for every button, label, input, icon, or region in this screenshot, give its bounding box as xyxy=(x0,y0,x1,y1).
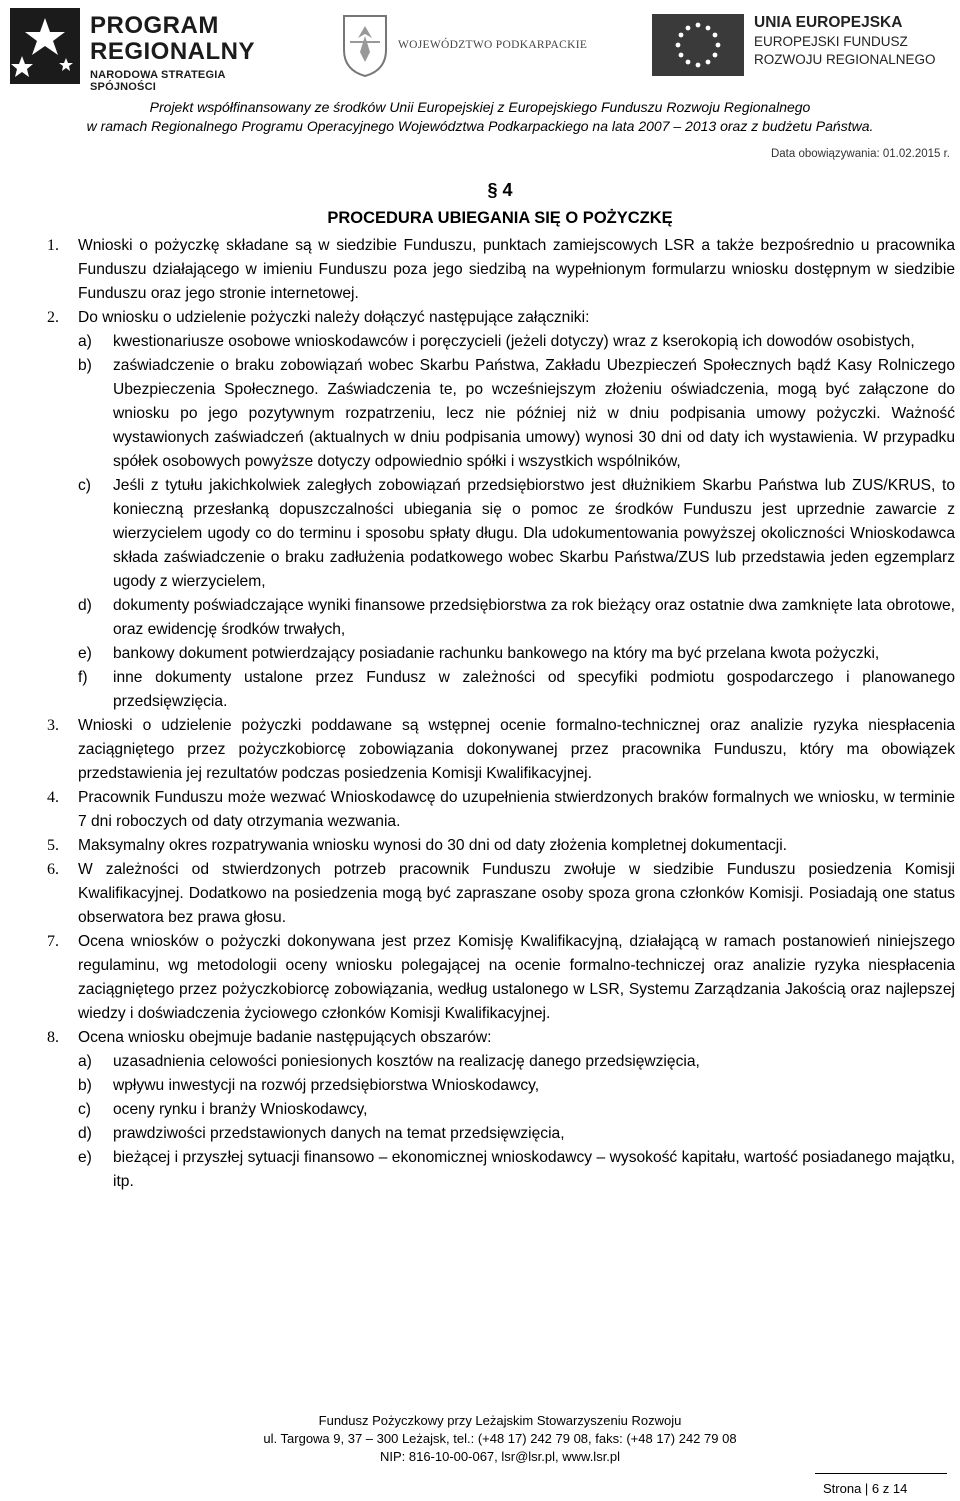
footer-address: ul. Targowa 9, 37 – 300 Leżajsk, tel.: (+48 17) 242 79 08, faks: (+48 17) 242 79 08 xyxy=(263,1431,737,1446)
area-item-c xyxy=(78,1098,955,1122)
area-text: oceny rynku i branży Wnioskodawcy, xyxy=(113,1101,368,1118)
section-number: § 4 xyxy=(487,180,513,200)
attachment-letter: f) xyxy=(78,669,88,686)
eu-line2: EUROPEJSKI FUNDUSZ xyxy=(754,34,908,49)
page-number-divider xyxy=(815,1473,947,1474)
item-number: 3. xyxy=(47,717,59,734)
item-number: 6. xyxy=(47,861,59,878)
logo-regionalny-text: REGIONALNY xyxy=(90,38,256,65)
logo-strategia-text: NARODOWA STRATEGIA SPÓJNOŚCI xyxy=(90,69,226,93)
area-letter: d) xyxy=(78,1125,92,1142)
attachment-letter: b) xyxy=(78,357,92,374)
attachment-item-a xyxy=(78,330,955,354)
footer-contact: NIP: 816-10-00-067, lsr@lsr.pl, www.lsr.pl xyxy=(379,1449,621,1464)
attachment-text: dokumenty poświadczające wyniki finansowe przedsiębiorstwa za rok bieżący oraz ostatnie dwa zamknięte lata obrotowe, oraz ewidencję środków trwałych, xyxy=(113,597,955,638)
list-item-3 xyxy=(30,714,955,786)
list-item-1 xyxy=(30,234,955,306)
section-title: PROCEDURA UBIEGANIA SIĘ O POŻYCZKĘ xyxy=(327,209,673,227)
area-text: wpływu inwestycji na rozwój przedsiębiorstwa Wnioskodawcy, xyxy=(113,1077,540,1094)
attachment-text: inne dokumenty ustalone przez Fundusz w zależności od specyfiki podmiotu gospodarczego i planowanego przedsięwzięcia. xyxy=(113,669,955,710)
item-text: Pracownik Funduszu może wezwać Wnioskodawcę do uzupełnienia stwierdzonych braków formalnych we wniosku, w terminie 7 dni roboczych od daty otrzymania wezwania. xyxy=(78,789,955,830)
attachment-item-f xyxy=(78,666,955,714)
validity-date: Data obowiązywania: 01.02.2015 r. xyxy=(770,148,950,160)
coat-of-arms-icon xyxy=(340,12,390,78)
area-item-a xyxy=(78,1050,955,1074)
area-text: uzasadnienia celowości poniesionych kosztów na realizację danego przedsięwzięcia, xyxy=(113,1053,700,1070)
area-text: prawdziwości przedstawionych danych na temat przedsięwzięcia, xyxy=(113,1125,565,1142)
item-number: 2. xyxy=(47,309,59,326)
list-item-8 xyxy=(30,1026,955,1194)
list-item-6 xyxy=(30,858,955,930)
area-letter: e) xyxy=(78,1149,92,1166)
document-body xyxy=(30,234,955,1194)
item-text: Wnioski o pożyczkę składane są w siedzibie Funduszu, punktach zamiejscowych LSR a także bezpośrednio u pracownika Funduszu działającego w imieniu Funduszu poza jego siedzibą na wypełnionym formularzu wniosku dostępnym w siedzibie Funduszu oraz jego stronie internetowej. xyxy=(78,237,955,302)
item-number: 7. xyxy=(47,933,59,950)
item-text: Do wniosku o udzielenie pożyczki należy dołączyć następujące załączniki: xyxy=(78,309,590,326)
item-text: Ocena wniosku obejmuje badanie następujących obszarów: xyxy=(78,1029,492,1046)
list-item-5 xyxy=(30,834,955,858)
item-content xyxy=(78,306,955,714)
wojewodztwo-logo xyxy=(340,12,590,82)
area-item-e xyxy=(78,1146,955,1194)
attachment-letter: a) xyxy=(78,333,92,350)
attachment-letter: c) xyxy=(78,477,91,494)
eu-line1: UNIA EUROPEJSKA xyxy=(754,14,903,31)
list-item-7 xyxy=(30,930,955,1026)
area-item-b xyxy=(78,1074,955,1098)
attachment-text: Jeśli z tytułu jakichkolwiek zaległych zobowiązań przedsiębiorstwo jest dłużnikiem Skarbu Państwa lub ZUS/KRUS, to konieczną przesłanką dopuszczalności ubiegania się o pomoc ze środków Funduszu jest uprzednie zawarcie z wierzycielem ugody co do terminu i sposobu spłaty długu. Dla udokumentowania powyższej okoliczności Wnioskodawca składa zaświadczenie o braku zadłużenia podatkowego wobec Skarbu Państwa/ZUS lub przedstawia jeden egzemplarz ugody z wierzycielem, xyxy=(113,477,955,590)
footer-organization: Fundusz Pożyczkowy przy Leżajskim Stowarzyszeniu Rozwoju xyxy=(318,1413,682,1428)
area-letter: c) xyxy=(78,1101,91,1118)
area-text: bieżącej i przyszłej sytuacji finansowo – ekonomicznej wnioskodawcy – wysokość kapitału, wartość posiadanego majątku, itp. xyxy=(113,1149,955,1190)
attachment-text: kwestionariusze osobowe wnioskodawców i poręczycieli (jeżeli dotyczy) wraz z kserokopią ich dowodów osobistych, xyxy=(113,333,915,350)
attachment-letter: d) xyxy=(78,597,92,614)
attachment-text: zaświadczenie o braku zobowiązań wobec Skarbu Państwa, Zakładu Ubezpieczeń Społecznych bądź Kasy Rolniczego Ubezpieczenia Społecznego. Zaświadczenia te, po wcześniejszym złożeniu oświadczenia, mogą być załączone do wniosku po jego pozytywnym rozpatrzeniu, lecz nie później niż w dniu podpisania umowy pożyczki. Ważność wystawionych zaświadczeń (aktualnych w dniu podpisania umowy) wynosi 30 dni od daty ich wystawienia. W przypadku spółek osobowych powyższe dotyczy odpowiednio spółki i wszystkich wspólników, xyxy=(113,357,955,470)
page-number: Strona | 6 z 14 xyxy=(823,1481,908,1496)
item-content xyxy=(78,1026,955,1194)
area-item-d xyxy=(78,1122,955,1146)
area-letter: b) xyxy=(78,1077,92,1094)
item-number: 8. xyxy=(47,1029,59,1046)
program-regionalny-logo xyxy=(10,8,280,93)
eu-line3: ROZWOJU REGIONALNEGO xyxy=(754,52,936,67)
item-text: W zależności od stwierdzonych potrzeb pracownik Funduszu zwołuje w siedzibie Funduszu posiedzenia Komisji Kwalifikacyjnej. Dodatkowo na posiedzenia mogą być zapraszane osoby spoza grona członków Komisji. Posiadają one status obserwatora bez prawa głosu. xyxy=(78,861,955,926)
item-text: Wnioski o udzielenie pożyczki poddawane są wstępnej ocenie formalno-technicznej oraz analizie ryzyka niespłacenia zaciągniętego przez pożyczkobiorcę zobowiązania dokonywanej przez pracownika Funduszu, który ma obowiązek przedstawienia jej rezultatów podczas posiedzenia Komisji Kwalifikacyjnej. xyxy=(78,717,955,782)
item-number: 1. xyxy=(47,237,59,254)
item-number: 4. xyxy=(47,789,59,806)
attachment-item-d xyxy=(78,594,955,642)
attachment-text: bankowy dokument potwierdzający posiadanie rachunku bankowego na który ma być przelana kwota pożyczki, xyxy=(113,645,880,662)
attachment-item-e xyxy=(78,642,955,666)
wojewodztwo-label: WOJEWÓDZTWO PODKARPACKIE xyxy=(398,39,588,51)
logo-program-text: PROGRAM xyxy=(90,12,219,39)
list-item-4 xyxy=(30,786,955,834)
item-text: Maksymalny okres rozpatrywania wniosku wynosi do 30 dni od daty złożenia kompletnej dokumentacji. xyxy=(78,837,787,854)
attachment-letter: e) xyxy=(78,645,92,662)
item-text: Ocena wniosków o pożyczki dokonywana jest przez Komisję Kwalifikacyjną, działającą w ramach postanowień niniejszego regulaminu, wg metodologii oceny wniosku polegającej na ocenie formalno-techniczej oraz analizie ryzyka niespłacenia zaciągniętego przez pożyczkobiorcę zobowiązania, według ustalonego w LSR, Systemu Zarządzania Jakością oraz najlepszej wiedzy i doświadczenia życiowego członków Komisji Kwalifikacyjnej. xyxy=(78,933,955,1022)
list-item-2 xyxy=(30,306,955,714)
attachment-item-b xyxy=(78,354,955,474)
project-cofinancing-line2: w ramach Regionalnego Programu Operacyjnego Województwa Podkarpackiego na lata 2007 – 2013 oraz z budżetu Państwa. xyxy=(86,118,874,134)
attachment-item-c xyxy=(78,474,955,594)
area-letter: a) xyxy=(78,1053,92,1070)
project-cofinancing-line1: Projekt współfinansowany ze środków Unii Europejskiej z Europejskiego Funduszu Rozwoju Regionalnego xyxy=(149,99,811,115)
eu-flag-icon xyxy=(652,14,744,76)
eu-logo xyxy=(652,12,942,82)
program-regionalny-emblem-icon xyxy=(10,8,80,84)
item-number: 5. xyxy=(47,837,59,854)
